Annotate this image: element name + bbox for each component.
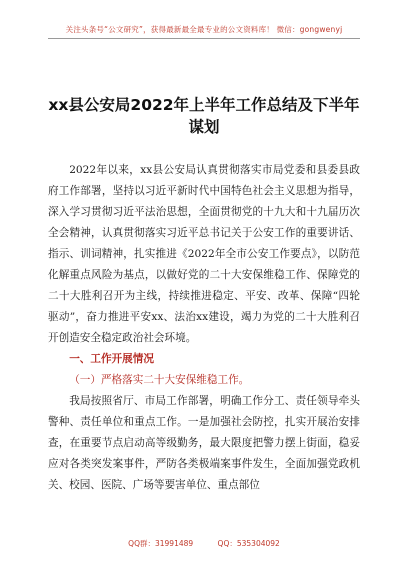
subsection-heading: （一）严格落实二十大安保维稳工作。 [69, 374, 250, 386]
footer-qq: QQ：535304092 [217, 539, 280, 548]
intro-paragraph: 2022年以来，xx县公安局认真贯彻落实市局党委和县委县政府工作部署，坚持以习近平新时代中国特色社会主义思想为指导，深入学习贯彻习近平法治思想，全面贯彻党的十九大和十九届历次全会精神，认真贯彻落实习近平总书记关于公安工作的重要讲话、指示、训词精神，扎实推进《2022年全市公安工作要点》，以防范化解重点风险为基点，以做好党的二十大安保维稳工作、保障党的二十大胜利召开为主线，持续推进稳定、平安、改革、保障“四轮驱动”，奋力推进平安xx、法治xx建设，竭力为党的二十大胜利召开创造安全稳定政治社会环境。 [48, 164, 360, 344]
document-body [48, 160, 360, 496]
subsection-paragraph: 我局按照省厅、市局工作部署，明确工作分工、责任领导牵头警种、责任单位和重点工作。一是加强社会防控，扎实开展治安排查，在重要节点启动高等级勤务，最大限度把警力摆上街面，稳妥应对各类突发案事件，严防各类极端案事件发生，全面加强党政机关、校园、医院、广场等要害单位、重点部位 [48, 395, 360, 491]
footer-qq-group: QQ群：31991489 [128, 539, 194, 548]
header-banner: 关注头条号“公文研究”，获得最新最全最专业的公文资料库！ 微信：gongwenyj [65, 25, 343, 34]
document-title: xx县公安局2022年上半年工作总结及下半年谋划 [48, 96, 360, 136]
header-divider [48, 38, 360, 39]
section-heading: 一、工作开展情况 [69, 353, 154, 365]
footer-contact [0, 538, 408, 549]
